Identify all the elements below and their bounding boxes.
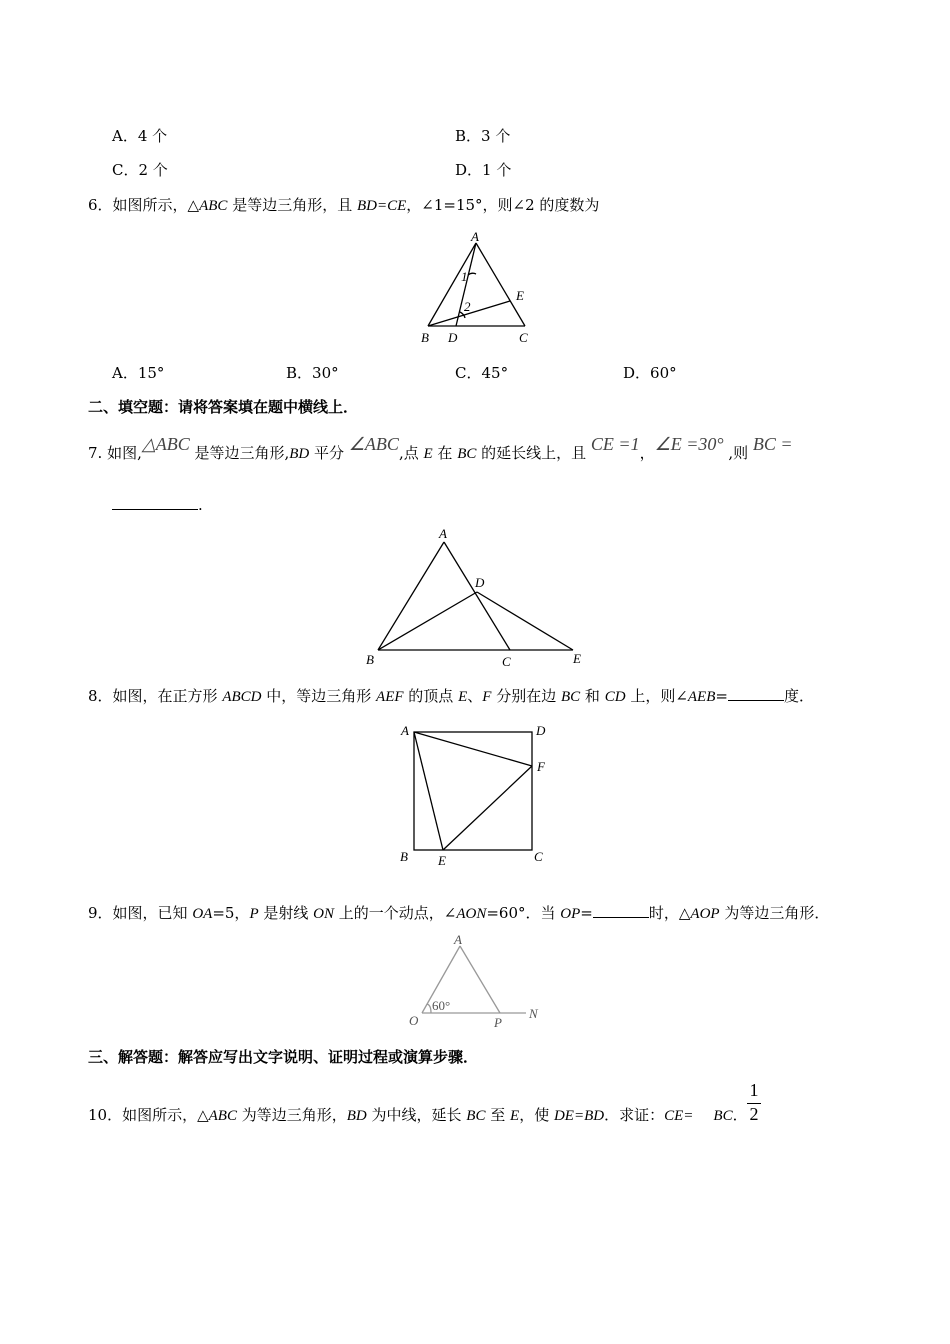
q9-label-angle: 60° bbox=[432, 998, 451, 1013]
q8-label-a: A bbox=[401, 723, 409, 738]
q8-label-d: D bbox=[536, 723, 546, 738]
q5-option-b: B．3 个 bbox=[455, 127, 511, 145]
q9-side-ap bbox=[460, 946, 500, 1013]
q6-label-2: 2 bbox=[464, 299, 471, 314]
q6-option-c: C．45° bbox=[455, 364, 509, 382]
q7-label-d: D bbox=[475, 575, 485, 590]
q9-label-p: P bbox=[494, 1015, 502, 1030]
q9-label-o: O bbox=[409, 1013, 419, 1028]
q7-label-c: C bbox=[502, 654, 511, 669]
q7-answer-line[interactable]: . bbox=[112, 495, 203, 515]
q10-fraction-denominator: 2 bbox=[749, 1104, 759, 1124]
q6-label-1: 1 bbox=[461, 269, 468, 284]
q6-option-b: B．30° bbox=[286, 364, 339, 382]
q6-label-b: B bbox=[421, 330, 429, 345]
section-3-heading: 三、解答题：解答应写出文字说明、证明过程或演算步骤． bbox=[88, 1048, 479, 1066]
q8-label-c: C bbox=[534, 849, 543, 864]
q7-label-b: B bbox=[366, 652, 374, 667]
q9-label-a: A bbox=[454, 932, 462, 947]
q5-option-a: A．4 个 bbox=[112, 127, 168, 145]
q7-stem: 7. 如图,△ABC 是等边三角形,BD 平分 ∠ABC,点 E 在 BC 的延长线上，且 CE =1，∠E =30° ,则 BC = bbox=[88, 434, 793, 462]
q10-stem: 10．如图所示，△ABC 为等边三角形，BD 为中线，延长 BC 至 E，使 DE=BD．求证：CE= BC． bbox=[88, 1106, 748, 1124]
q6-label-a: A bbox=[471, 229, 479, 244]
q5-option-c: C．2 个 bbox=[112, 161, 168, 179]
q6-label-c: C bbox=[519, 330, 528, 345]
q5-option-d: D．1 个 bbox=[455, 161, 512, 179]
section-2-heading: 二、填空题：请将答案填在题中横线上． bbox=[88, 398, 359, 416]
q6-option-d: D．60° bbox=[623, 364, 677, 382]
q10-fraction-numerator: 1 bbox=[749, 1080, 759, 1100]
q8-stem: 8．如图，在正方形 ABCD 中，等边三角形 AEF 的顶点 E、F 分别在边 BC 和 CD 上，则∠AEB= 度． bbox=[88, 687, 814, 705]
q8-label-b: B bbox=[400, 849, 408, 864]
q7-label-e: E bbox=[573, 651, 581, 666]
q7-label-a: A bbox=[439, 526, 447, 541]
q9-label-n: N bbox=[529, 1006, 538, 1021]
q8-label-f: F bbox=[537, 759, 545, 774]
q6-option-a: A．15° bbox=[112, 364, 165, 382]
q6-stem: 6．如图所示，△ABC 是等边三角形，且 BD=CE，∠1=15°，则∠2 的度数为 bbox=[88, 196, 600, 214]
q9-stem: 9．如图，已知 OA=5，P 是射线 ON 上的一个动点，∠AON=60°．当 OP= 时，△AOP 为等边三角形． bbox=[88, 904, 830, 922]
q6-label-e: E bbox=[516, 288, 524, 303]
q9-angle-arc bbox=[427, 1004, 431, 1013]
q8-label-e: E bbox=[438, 853, 446, 868]
q6-label-d: D bbox=[448, 330, 458, 345]
